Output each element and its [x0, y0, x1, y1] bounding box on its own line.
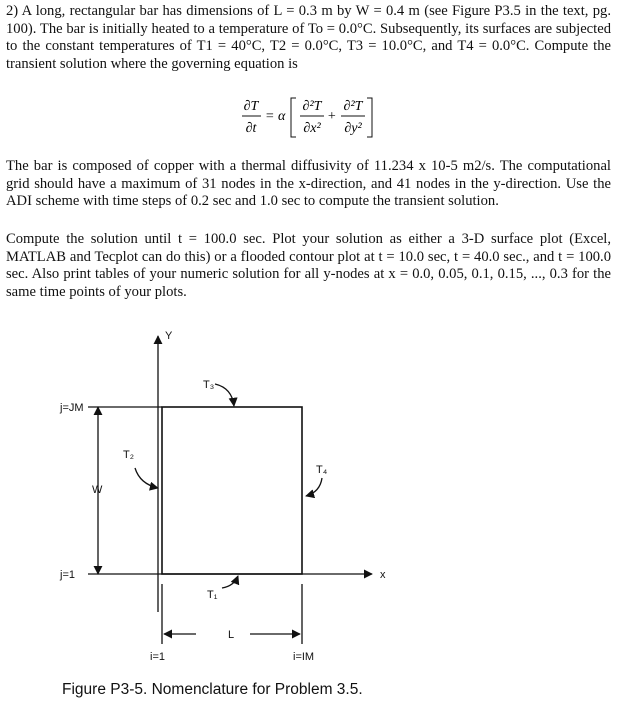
x-axis-label: x — [380, 569, 386, 581]
problem-paragraph-2: The bar is composed of copper with a thermal diffusivity of 11.234 x 10-5 m2/s. The computational grid should have a maximum of 31 nodes in the x-direction, and 41 nodes in the y-direction. Use the ADI scheme with time steps of 0.2 sec and 1.0 sec to compute the transient solution. — [6, 158, 611, 210]
nomenclature-figure — [0, 322, 617, 667]
governing-equation — [0, 90, 617, 144]
w-label: W — [92, 484, 103, 496]
eq-term2-numerator: ∂²T — [343, 99, 363, 114]
eq-term1-denominator: ∂x² — [303, 121, 321, 136]
t2-arrow — [135, 468, 158, 488]
eq-term2-denominator: ∂y² — [344, 121, 362, 136]
t1-arrow — [222, 576, 238, 588]
t4-arrow — [306, 478, 322, 496]
eq-left-bracket — [291, 98, 296, 137]
i1-label: i=1 — [150, 651, 165, 663]
eq-equals-alpha: = α — [265, 109, 286, 124]
eq-plus: + — [327, 109, 337, 124]
eq-right-bracket — [367, 98, 372, 137]
eq-lhs-denominator: ∂t — [245, 121, 257, 136]
eq-term1-numerator: ∂²T — [302, 99, 322, 114]
t1-label: T₁ — [207, 589, 218, 601]
t2-label: T₂ — [123, 449, 134, 461]
bar-rectangle — [162, 407, 302, 574]
j1-label: j=1 — [60, 569, 75, 581]
eq-lhs-numerator: ∂T — [243, 99, 259, 114]
im-label: i=IM — [293, 651, 315, 663]
l-label: L — [228, 629, 235, 641]
figure-caption: Figure P3-5. Nomenclature for Problem 3.5. — [62, 681, 363, 698]
jm-label: j=JM — [60, 402, 84, 414]
y-axis-label: Y — [165, 330, 173, 342]
t3-arrow — [215, 384, 234, 406]
problem-paragraph-3: Compute the solution until t = 100.0 sec. Plot your solution as either a 3-D surface plot (Excel, MATLAB and Tecplot can do this) or a flooded contour plot at t = 10.0 sec, t = 40.0 sec., and t = 100.0 sec. Also print tables of your numeric solution for all y-nodes at x = 0.0, 0.05, 0.1, 0.15, ..., 0.3 for the same time points of your plots. — [6, 231, 611, 300]
problem-paragraph-1: 2) A long, rectangular bar has dimensions of L = 0.3 m by W = 0.4 m (see Figure P3.5 in the text, pg. 100). The bar is initially heated to a temperature of To = 0.0°C. Subsequently, its surfaces are subjected to the constant temperatures of T1 = 40°C, T2 = 0.0°C, T3 = 10.0°C, and T4 = 0.0°C. Compute the transient solution where the governing equation is — [6, 3, 611, 72]
t4-label: T₄ — [316, 464, 328, 476]
t3-label: T₃ — [203, 379, 215, 391]
